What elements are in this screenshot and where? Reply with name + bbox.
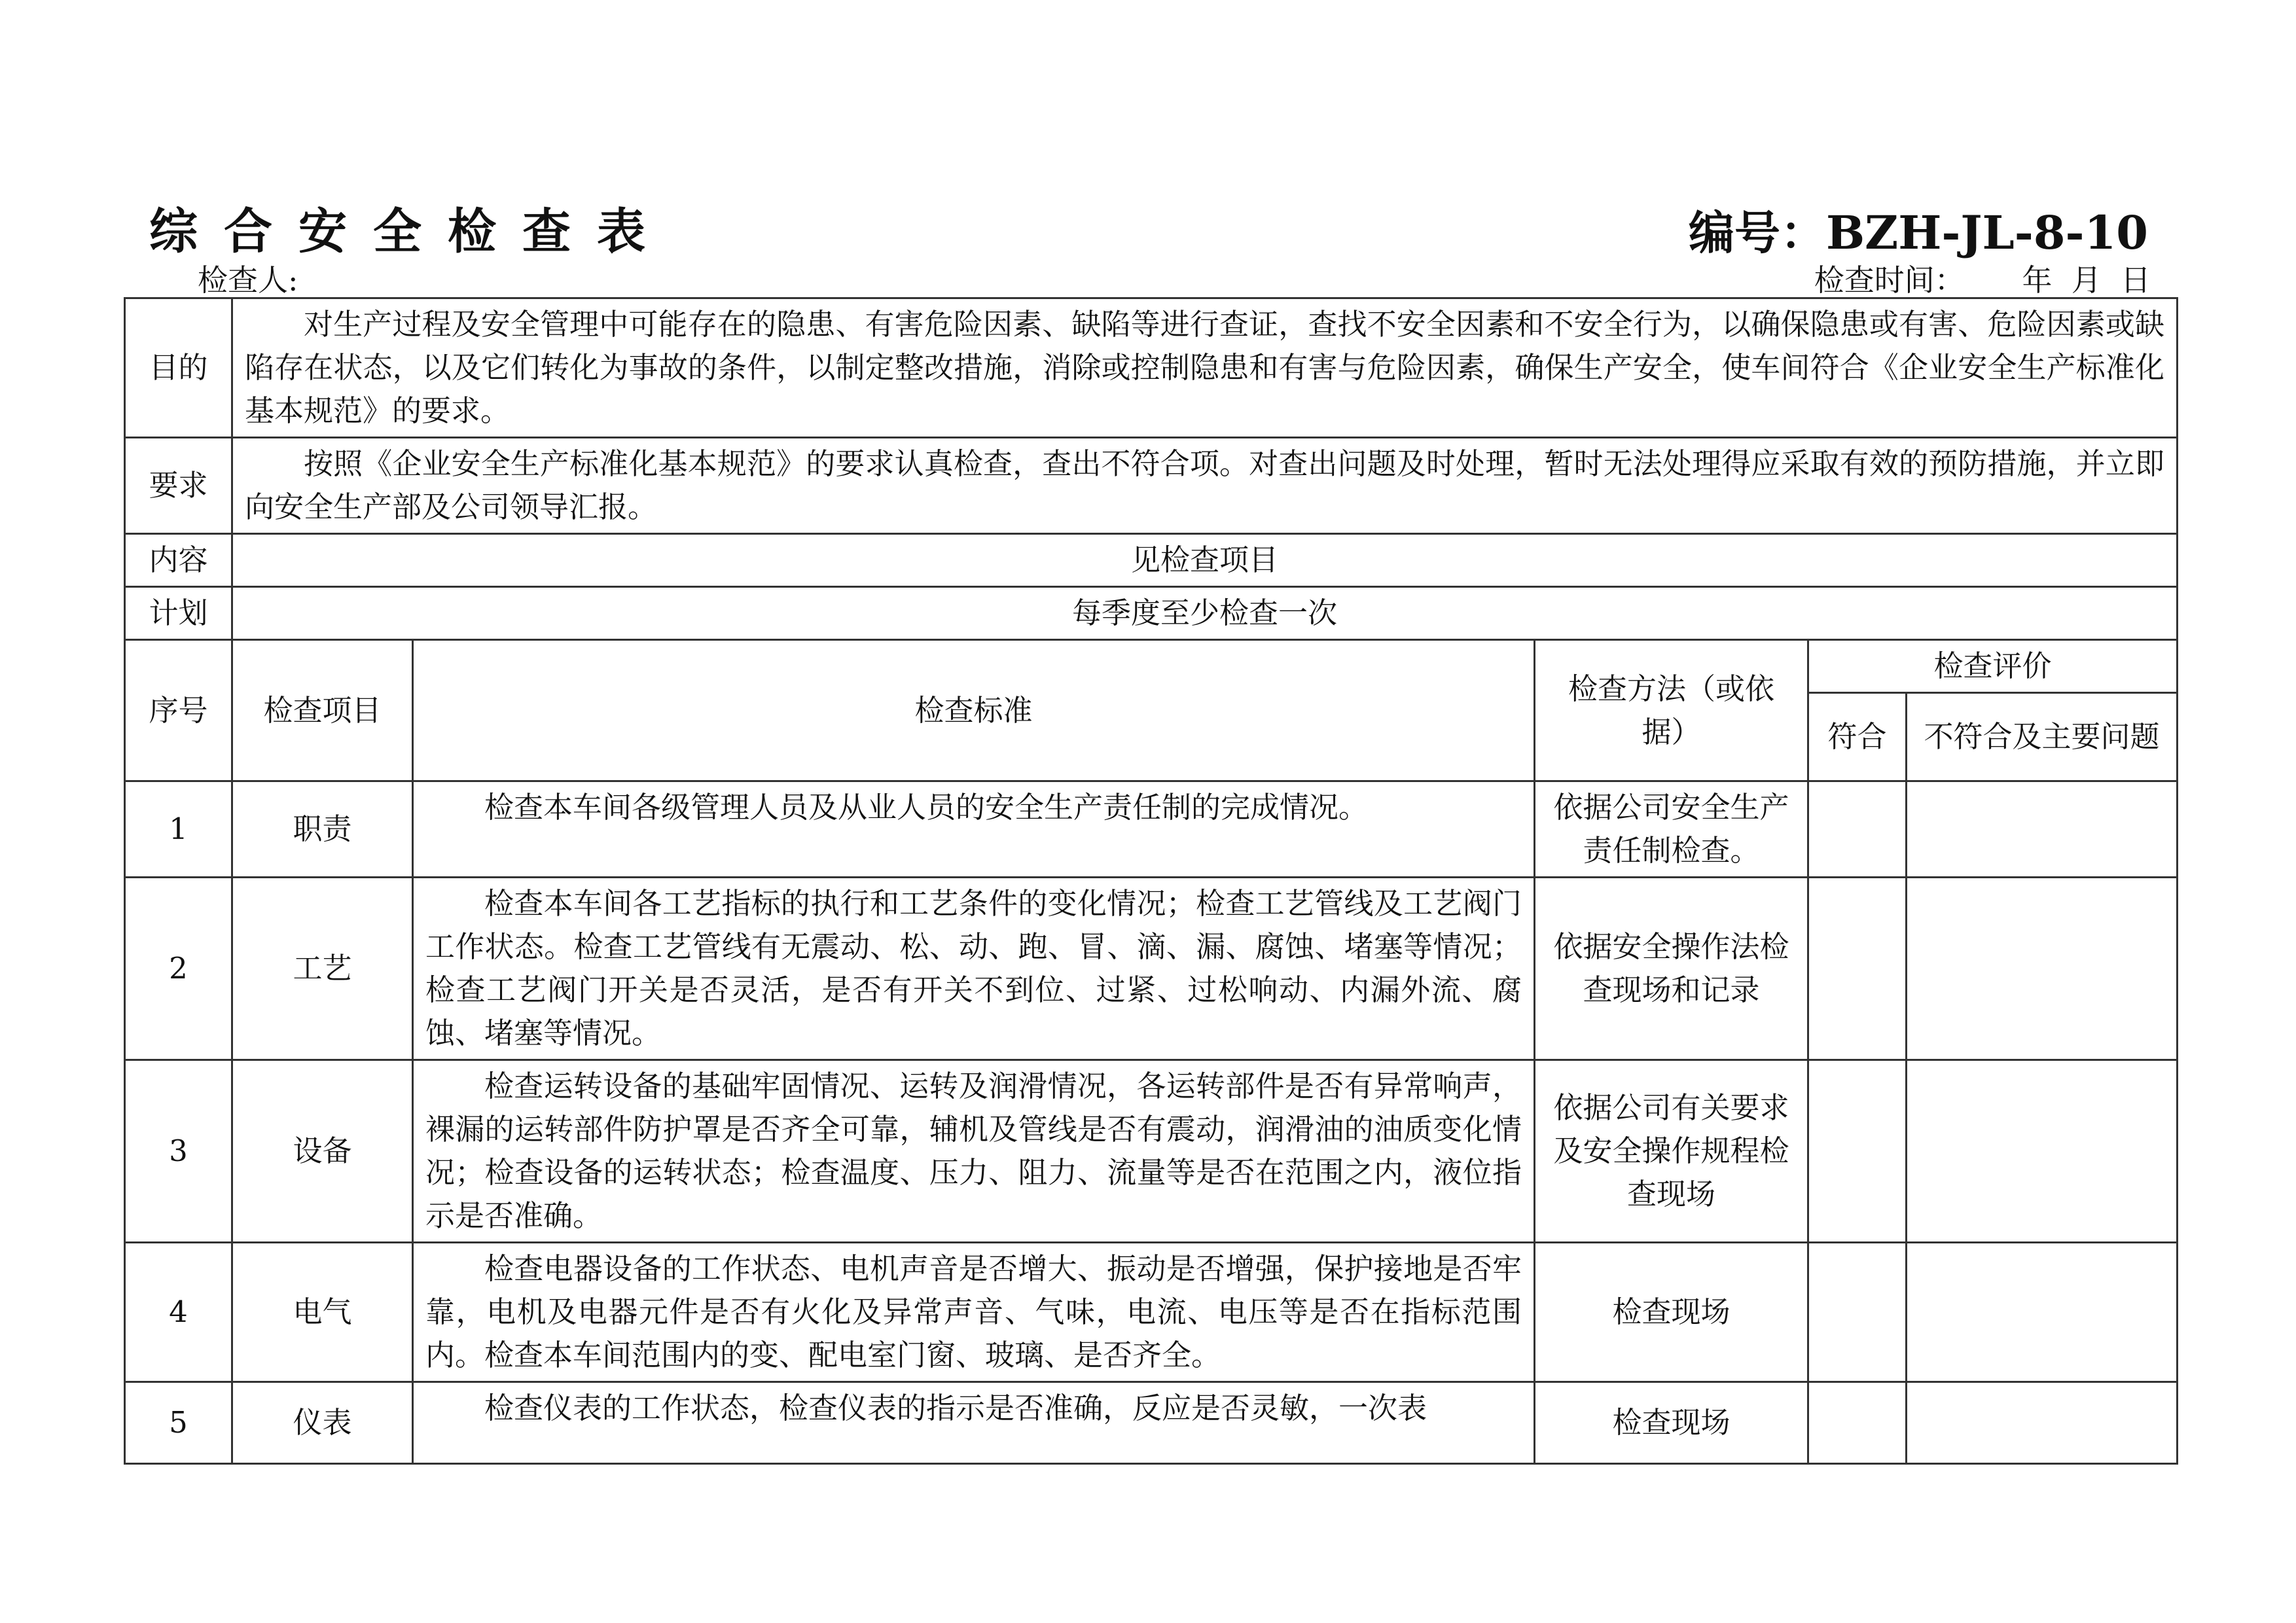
content-label: 内容 [125,534,232,587]
inspector-label: 检查人: [198,262,298,298]
table-row [125,1243,2178,1382]
row-item: 电气 [232,1243,413,1382]
row-standard: 检查运转设备的基础牢固情况、运转及润滑情况，各运转部件是否有异常响声，裸漏的运转部件防护罩是否齐全可靠，辅机及管线是否有震动，润滑油的油质变化情况；检查设备的运转状态；检查温度、压力、阻力、流量等是否在范围之内，液位指示是否准确。 [413,1060,1535,1243]
column-header-row [125,640,2178,693]
row-standard: 检查本车间各级管理人员及从业人员的安全生产责任制的完成情况。 [413,781,1535,878]
row-nonconform-cell[interactable] [1907,1243,2178,1382]
col-evaluation: 检查评价 [1808,640,2178,693]
content-row [125,534,2178,587]
document-number: 编号：BZH-JL-8-10 [1688,205,2148,260]
row-conform-cell[interactable] [1808,878,1907,1060]
row-method: 依据公司有关要求及安全操作规程检查现场 [1535,1060,1808,1243]
row-standard: 检查电器设备的工作状态、电机声音是否增大、振动是否增强，保护接地是否牢靠，电机及电器元件是否有火化及异常声音、气味，电流、电压等是否在指标范围内。检查本车间范围内的变、配电室门窗、玻璃、是否齐全。 [413,1243,1535,1382]
row-method: 检查现场 [1535,1243,1808,1382]
requirement-text: 按照《企业安全生产标准化基本规范》的要求认真检查，查出不符合项。对查出问题及时处理，暂时无法处理得应采取有效的预防措施，并立即向安全生产部及公司领导汇报。 [232,438,2178,534]
row-nonconform-cell[interactable] [1907,1060,2178,1243]
row-item: 职责 [232,781,413,878]
row-no: 1 [125,781,232,878]
row-nonconform-cell[interactable] [1907,781,2178,878]
row-no: 4 [125,1243,232,1382]
row-no: 5 [125,1382,232,1464]
row-conform-cell[interactable] [1808,1060,1907,1243]
col-method: 检查方法（或依据） [1535,640,1808,781]
col-item: 检查项目 [232,640,413,781]
row-no: 3 [125,1060,232,1243]
col-no: 序号 [125,640,232,781]
col-conform: 符合 [1808,693,1907,781]
purpose-row [125,298,2178,438]
row-standard: 检查本车间各工艺指标的执行和工艺条件的变化情况；检查工艺管线及工艺阀门工作状态。检查工艺管线有无震动、松、动、跑、冒、滴、漏、腐蚀、堵塞等情况；检查工艺阀门开关是否灵活，是否有开关不到位、过紧、过松响动、内漏外流、腐蚀、堵塞等情况。 [413,878,1535,1060]
inspection-table [124,297,2178,1465]
inspection-date [1814,257,2151,300]
purpose-label: 目的 [125,298,232,438]
row-standard: 检查仪表的工作状态，检查仪表的指示是否准确，反应是否灵敏，一次表 [413,1382,1535,1464]
row-nonconform-cell[interactable] [1907,878,2178,1060]
purpose-text: 对生产过程及安全管理中可能存在的隐患、有害危险因素、缺陷等进行查证，查找不安全因素和不安全行为，以确保隐患或有害、危险因素或缺陷存在状态，以及它们转化为事故的条件，以制定整改措施，消除或控制隐患和有害与危险因素，确保生产安全，使车间符合《企业安全生产标准化基本规范》的要求。 [232,298,2178,438]
row-conform-cell[interactable] [1808,1382,1907,1464]
table-row [125,1060,2178,1243]
row-method: 依据公司安全生产责任制检查。 [1535,781,1808,878]
plan-label: 计划 [125,587,232,640]
row-nonconform-cell[interactable] [1907,1382,2178,1464]
page-title: 综合安全检查表 [149,204,672,260]
row-method: 依据安全操作法检查现场和记录 [1535,878,1808,1060]
row-method: 检查现场 [1535,1382,1808,1464]
table-row [125,1382,2178,1464]
table-row [125,781,2178,878]
month-label: 月 [2071,262,2102,298]
row-item: 仪表 [232,1382,413,1464]
col-nonconform: 不符合及主要问题 [1907,693,2178,781]
row-conform-cell[interactable] [1808,781,1907,878]
row-conform-cell[interactable] [1808,1243,1907,1382]
requirement-row [125,438,2178,534]
day-label: 日 [2121,262,2151,298]
content-text: 见检查项目 [232,534,2178,587]
row-item: 工艺 [232,878,413,1060]
row-item: 设备 [232,1060,413,1243]
requirement-label: 要求 [125,438,232,534]
plan-text: 每季度至少检查一次 [232,587,2178,640]
plan-row [125,587,2178,640]
row-no: 2 [125,878,232,1060]
col-standard: 检查标准 [413,640,1535,781]
date-label: 检查时间： [1814,262,1965,298]
table-row [125,878,2178,1060]
year-label: 年 [2022,262,2053,298]
